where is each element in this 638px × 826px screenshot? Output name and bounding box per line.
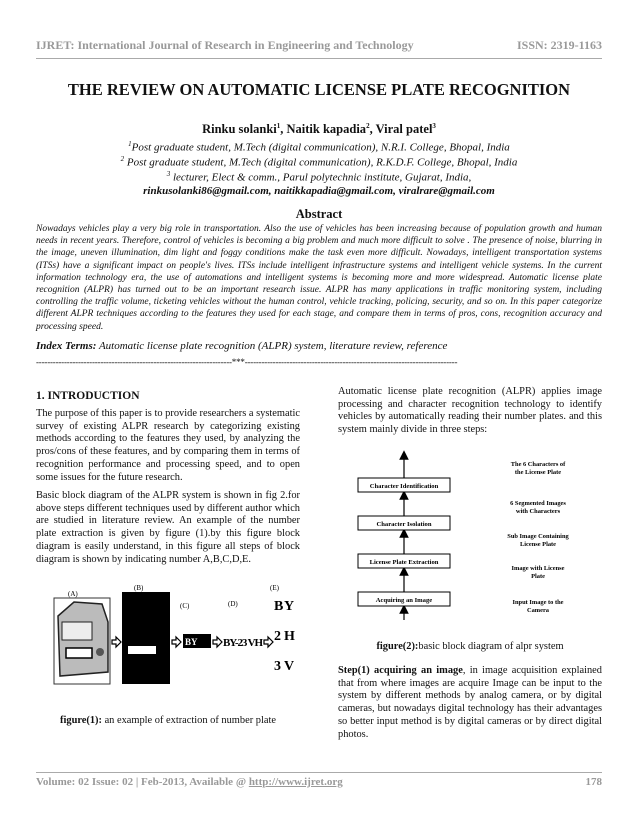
figure-1-image <box>52 582 295 686</box>
author-sup: 2 <box>366 122 370 130</box>
step-1-paragraph <box>338 665 602 741</box>
figure-2-caption-text: basic block diagram of alpr system <box>418 641 564 652</box>
figure-2-caption <box>338 641 602 652</box>
fig-label: (D) <box>228 600 238 608</box>
data-flow-label: The 6 Characters of <box>510 461 566 468</box>
char: H <box>284 629 295 644</box>
affiliation-text: Post graduate student, M.Tech (digital communication), N.R.I. College, Bhopal, India <box>131 141 510 154</box>
author-sup: 3 <box>432 122 436 130</box>
char: B <box>274 599 284 614</box>
index-terms-text: Automatic license plate recognition (ALPR) system, literature review, reference <box>96 340 448 352</box>
data-flow-label: 6 Segmented Images <box>510 500 566 507</box>
figure-1-caption <box>36 715 300 726</box>
process-box-label: License Plate Extraction <box>369 559 439 566</box>
fig-label: (A) <box>68 590 78 598</box>
footer-rule <box>36 772 602 773</box>
diagram-texts <box>370 461 570 614</box>
affiliation <box>0 155 638 169</box>
affiliation-text: lecturer, Elect & comm., Parul polytechnic institute, Gujarat, India, <box>172 171 472 184</box>
plate-text: BY-23 VH <box>223 637 263 649</box>
abstract-body: Nowadays vehicles play a very big role in transportation. Also the use of vehicles has been increasing because of population growth and human needs in recent years. Therefore, control of vehicles is becoming a big problem and much more difficult to solve . The presence of noise, blurring in the image, uneven illumination, dim light and foggy conditions make the task even more difficult. Nowadays, intelligent transportation systems (ITSs) have a significant impact on people's lives. ITSs include intelligent infrastructure systems and intelligent vehicle systems. In the current information technology era, the use of automations and intelligent systems is becoming more and more widespread. Automatic license plate recognition (ALPR) has turned out to be an important research issue. ALPR has many applications in traffic monitoring system, including controlling the traffic volume, ticketing vehicles without the human control, vehicle tracking, policing, security, and so on. In this paper categorize different ALPR techniques according to the features they used for each stage, and compare them in terms of pros, cons, recognition accuracy and processing speed. <box>36 224 602 332</box>
paper-title: THE REVIEW ON AUTOMATIC LICENSE PLATE RECOGNITION <box>67 80 571 99</box>
data-flow-label: the License Plate <box>514 469 562 476</box>
figure-1-caption-label: figure(1): <box>60 715 102 726</box>
issn-header: ISSN: 2319-1163 <box>516 38 602 52</box>
binary-image <box>122 592 170 684</box>
author-list: Rinku solanki$^1$, Naitik kapadia$^2$, Viral patel$^3$ <box>202 122 436 137</box>
data-flow-label: Image with License <box>511 565 565 572</box>
page-number: 178 <box>585 776 602 788</box>
author-name: Viral patel <box>375 122 433 137</box>
section-separator: ----------------------------------------------------------------------***---------------------------------------------------------------------------- <box>36 357 458 367</box>
data-flow-label: Sub Image Containing <box>507 533 569 540</box>
svg-text:BY: BY <box>185 637 198 647</box>
author-sup: 1 <box>276 122 281 130</box>
char: 2 <box>274 629 281 644</box>
data-flow-label: with Characters <box>515 508 561 515</box>
footer-info <box>36 776 343 788</box>
author-name: Rinku solanki <box>202 122 277 137</box>
char: Y <box>284 599 295 614</box>
index-terms <box>36 340 602 352</box>
header-rule <box>36 58 602 59</box>
figure-1-caption-text: an example of extraction of number plate <box>101 715 276 726</box>
footer-text: Volume: 02 Issue: 02 | Feb-2013, Available @ <box>36 776 249 788</box>
affiliation-text: Post graduate student, M.Tech (digital communication), R.K.D.F. College, Bhopal, India <box>126 156 518 169</box>
alpr-intro-paragraph: Automatic license plate recognition (ALPR) applies image processing and character recognition technology to identify vehicles by automatically reading their number plates. and this system mainly divide in three steps: <box>338 386 602 436</box>
process-box-label: Character Identification <box>369 483 439 490</box>
char: V <box>284 659 295 674</box>
affiliation <box>0 140 638 154</box>
figure-2-caption-label: figure(2): <box>376 641 419 652</box>
fig-label: (C) <box>180 602 190 610</box>
journal-link[interactable]: http://www.ijret.org <box>248 776 343 788</box>
affiliation-sup: 1 <box>128 140 132 148</box>
step-1-label: Step(1) acquiring an image <box>338 665 463 676</box>
fig-label: (B) <box>134 584 144 592</box>
figure-2-block-diagram <box>350 450 600 620</box>
arrow-icon <box>213 637 222 647</box>
process-box-label: Acquiring an Image <box>375 597 433 604</box>
intro-paragraph-1: The purpose of this paper is to provide researchers a systematic survey of existing ALPR research by categorizing existing methods according to the features they used, by analyzing the pros/cons of these features, and by comparing them in terms of recognition performance and processing speed, and to open some issues for the future research. <box>36 408 300 483</box>
abstract-heading: Abstract <box>295 207 343 221</box>
author-name: Naitik kapadia <box>286 122 367 137</box>
intro-heading: 1. INTRODUCTION <box>36 390 140 402</box>
index-terms-label: Index Terms: <box>36 340 97 352</box>
journal-header: IJRET: International Journal of Research in Engineering and Technology <box>36 38 414 52</box>
intro-paragraph-2: Basic block diagram of the ALPR system is shown in fig 2.for above steps different techniques used by different author which are studied in literature review. An example of the number plate extraction is given by figure (1).by this figure block diagram is easily understand, in this figure all steps of block diagram is shown by indicating number A,B,C,D,E. <box>36 490 300 565</box>
arrow-icon <box>172 637 181 647</box>
arrow-icon <box>112 637 121 647</box>
diagram-shapes <box>358 455 450 620</box>
author-emails: rinkusolanki86@gmail.com, naitikkapadia@gmail.com, viralrare@gmail.com <box>143 185 495 197</box>
process-box-label: Character Isolation <box>376 521 432 528</box>
affiliation <box>0 170 638 184</box>
data-flow-label: License Plate <box>519 541 557 548</box>
affiliation-sup: 3 <box>166 170 171 178</box>
arrow-icon <box>264 637 273 647</box>
step-1-text: , in image acquisition explained that from where images are acquire Image can be input to the system by different methods by analog camera, or by digital cameras, but nowadays digital technology has their advantages so better input method is by digital cameras or by direct digital photos. <box>338 665 602 740</box>
affiliation-sup: 2 <box>120 155 125 163</box>
data-flow-label: Plate <box>531 573 545 580</box>
data-flow-label: Input Image to the <box>512 599 564 606</box>
fig-label: (E) <box>270 584 279 592</box>
char: 3 <box>274 659 281 674</box>
data-flow-label: Camera <box>526 607 550 614</box>
